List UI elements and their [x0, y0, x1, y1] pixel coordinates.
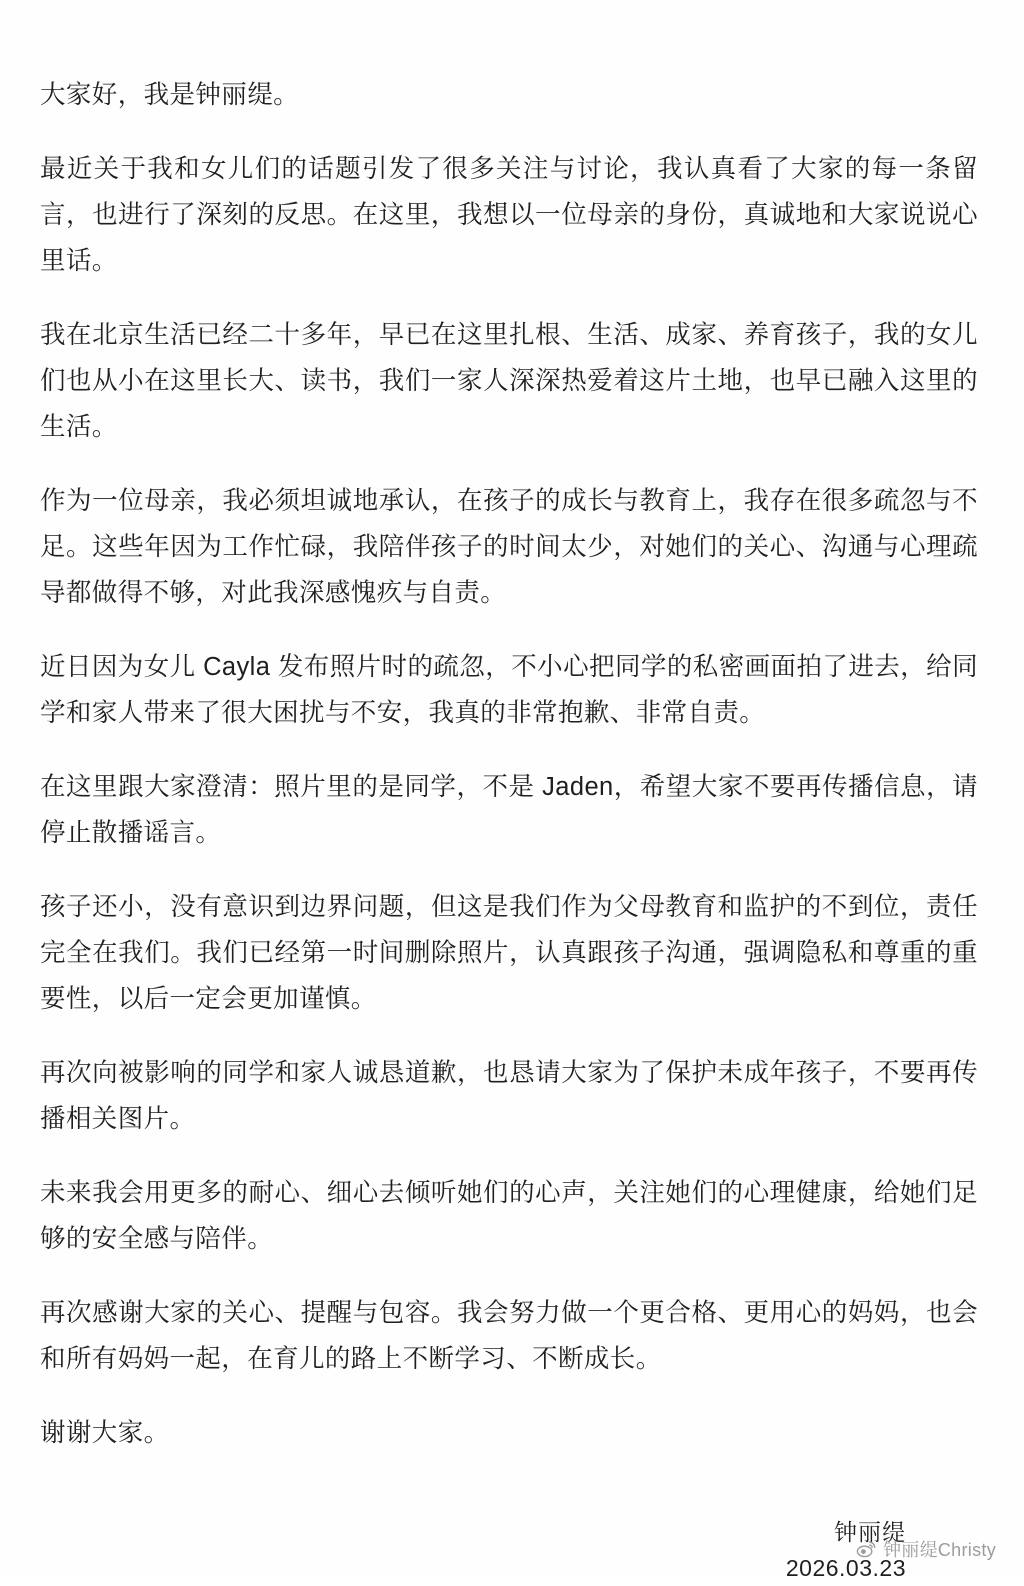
- signature-name: 钟丽缇: [834, 1519, 906, 1545]
- paragraph: 近日因为女儿 Cayla 发布照片时的疏忽，不小心把同学的私密画面拍了进去，给同学和家人带来了很大困扰与不安，我真的非常抱歉、非常自责。: [40, 653, 978, 727]
- paragraph: 未来我会用更多的耐心、细心去倾听她们的心声，关注她们的心理健康，给她们足够的安全感与陪伴。: [40, 1179, 978, 1253]
- paragraph: 在这里跟大家澄清：照片里的是同学，不是 Jaden，希望大家不要再传播信息，请停止散播谣言。: [40, 773, 978, 847]
- paragraph: 大家好，我是钟丽缇。: [40, 81, 300, 109]
- paragraph: 我在北京生活已经二十多年，早已在这里扎根、生活、成家、养育孩子，我的女儿们也从小在这里长大、读书，我们一家人深深热爱着这片土地，也早已融入这里的生活。: [40, 321, 978, 441]
- weibo-watermark: [856, 1536, 996, 1562]
- signature-date: 2026.03.23: [785, 1555, 906, 1581]
- weibo-handle: 钟丽缇Christy: [882, 1540, 996, 1560]
- paragraph: 作为一位母亲，我必须坦诚地承认，在孩子的成长与教育上，我存在很多疏忽与不足。这些年因为工作忙碌，我陪伴孩子的时间太少，对她们的关心、沟通与心理疏导都做得不够，对此我深感愧疚与自责。: [40, 487, 978, 607]
- weibo-icon: [856, 1539, 876, 1559]
- paragraph: 再次向被影响的同学和家人诚恳道歉，也恳请大家为了保护未成年孩子，不要再传播相关图片。: [40, 1059, 978, 1133]
- paragraph: 最近关于我和女儿们的话题引发了很多关注与讨论，我认真看了大家的每一条留言，也进行了深刻的反思。在这里，我想以一位母亲的身份，真诚地和大家说说心里话。: [40, 155, 978, 275]
- paragraph: 再次感谢大家的关心、提醒与包容。我会努力做一个更合格、更用心的妈妈，也会和所有妈妈一起，在育儿的路上不断学习、不断成长。: [40, 1299, 978, 1373]
- paragraph: 谢谢大家。: [40, 1419, 170, 1447]
- paragraph: 孩子还小，没有意识到边界问题，但这是我们作为父母教育和监护的不到位，责任完全在我们。我们已经第一时间删除照片，认真跟孩子沟通，强调隐私和尊重的重要性，以后一定会更加谨慎。: [40, 893, 978, 1013]
- statement-body: [40, 72, 978, 1456]
- signature-block: [40, 1514, 978, 1586]
